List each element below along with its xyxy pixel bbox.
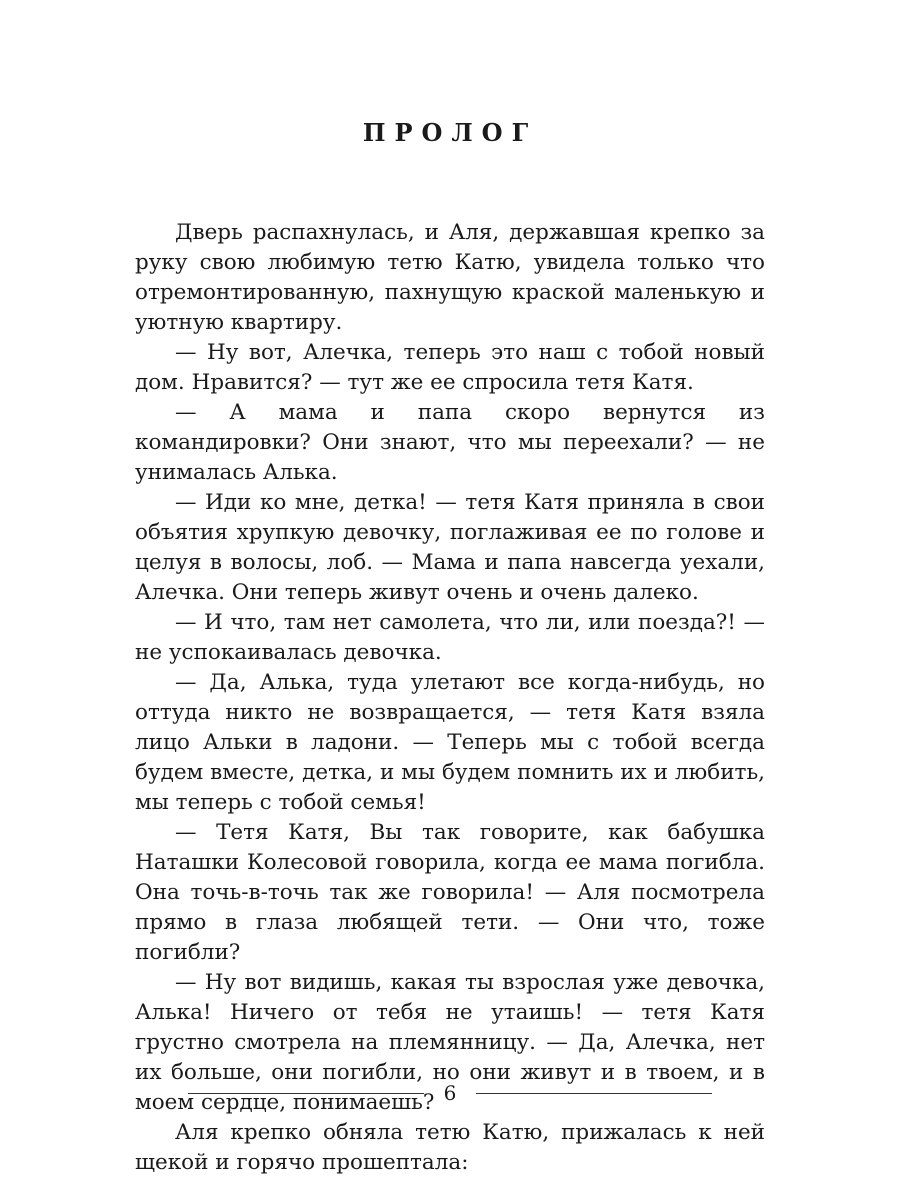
paragraph: — Ну вот видишь, какая ты взрослая уже девочка, Алька! Ничего от тебя не утаишь! — тетя Катя грустно смотрела на племянницу. — Да, Алечка, нет их больше, они погибли, но они живут и в твоем, и в моем сердце, понимаешь? xyxy=(135,970,765,1115)
page-footer xyxy=(188,1076,712,1110)
paragraph: — И что, там нет самолета, что ли, или поезда?! — не успокаивалась девочка. xyxy=(135,610,765,665)
paragraph: — Тетя Катя, Вы так говорите, как бабушка Наташки Колесовой говорила, когда ее мама погибла. Она точь-в-точь так же говорила! — Аля посмотрела прямо в глаза любящей тети. — Они что, тоже погибли? xyxy=(135,820,765,965)
footer-rule-right xyxy=(476,1093,712,1094)
chapter-title: ПРОЛОГ xyxy=(362,118,538,147)
paragraph: — Да, Алька, туда улетают все когда-нибудь, но оттуда никто не возвращается, — тетя Катя взяла лицо Альки в ладони. — Теперь мы с тобой всегда будем вместе, детка, и мы будем помнить их и любить, мы теперь с тобой семья! xyxy=(135,670,765,815)
page-number: 6 xyxy=(443,1081,457,1105)
paragraph: — А мама и папа скоро вернутся из командировки? Они знают, что мы переехали? — не унималась Алька. xyxy=(135,400,765,485)
chapter-body xyxy=(135,218,765,1178)
paragraph: — Ну вот, Алечка, теперь это наш с тобой новый дом. Нравится? — тут же ее спросила тетя Катя. xyxy=(135,340,765,395)
paragraph: — Иди ко мне, детка! — тетя Катя приняла в свои объятия хрупкую девочку, поглаживая ее по голове и целуя в волосы, лоб. — Мама и папа навсегда уехали, Алечка. Они теперь живут очень и очень далеко. xyxy=(135,490,765,605)
paragraph: Дверь распахнулась, и Аля, державшая крепко за руку свою любимую тетю Катю, увидела только что отремонтированную, пахнущую краской маленькую и уютную квартиру. xyxy=(135,220,765,335)
paragraph: Аля крепко обняла тетю Катю, прижалась к ней щекой и горячо прошептала: xyxy=(135,1120,765,1175)
footer-rule-left xyxy=(188,1093,424,1094)
